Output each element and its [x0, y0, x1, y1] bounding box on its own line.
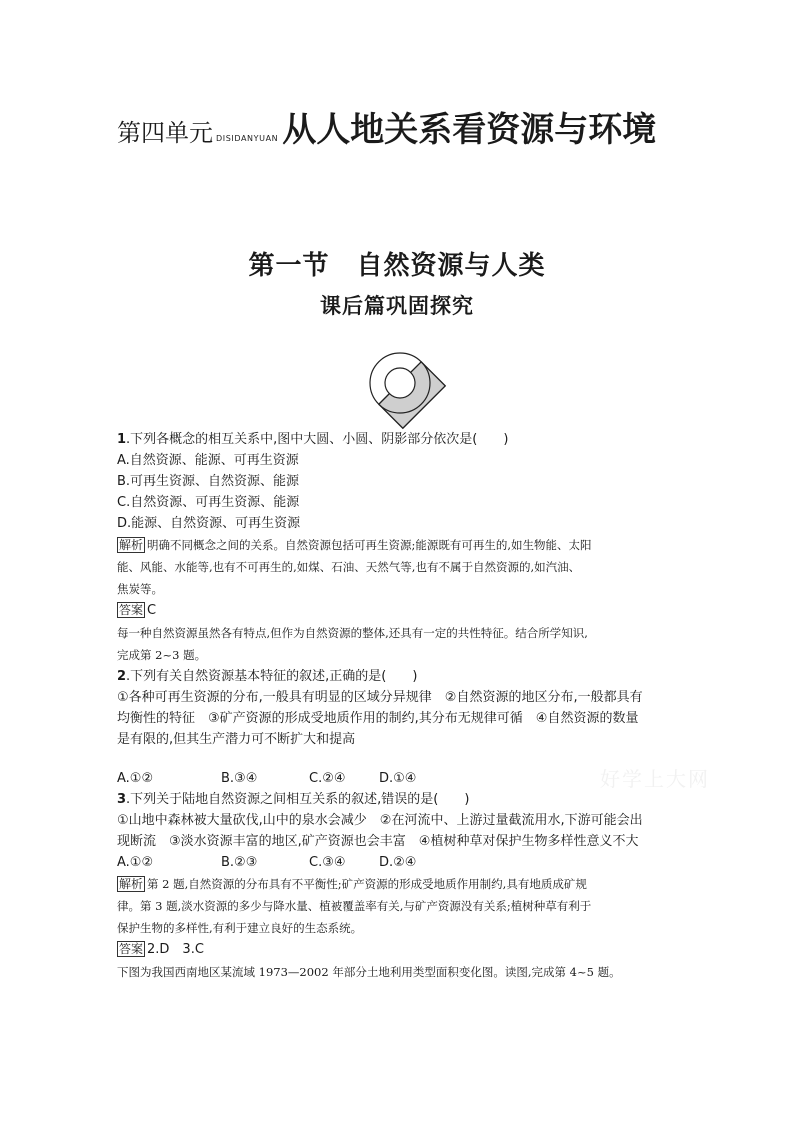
analysis-text: 第 2 题,自然资源的分布具有不平衡性;矿产资源的形成受地质作用制约,具有地质成矿规: [147, 877, 587, 891]
question-1-analysis-line: [117, 534, 685, 556]
question-content: [117, 429, 685, 983]
question-2-statement-line: ①各种可再生资源的分布,一般具有明显的区域分异规律 ②自然资源的地区分布,一般都具有: [117, 690, 643, 705]
question-1-option-a: A.自然资源、能源、可再生资源: [117, 453, 299, 468]
question-2-statement-line: 是有限的,但其生产潜力可不断扩大和提高: [117, 732, 356, 747]
question-1-analysis-line: 焦炭等。: [117, 582, 163, 596]
question-2-choices: [117, 768, 685, 789]
question-3-choices: [117, 852, 685, 873]
question-2-number: 2: [117, 669, 127, 684]
analysis-2-3-line: 律。第 3 题,淡水资源的多少与降水量、植被覆盖率有关,与矿产资源没有关系;植树种草有利于: [117, 899, 592, 913]
analysis-tag: 解析: [119, 538, 144, 552]
choice-c: C.③④: [309, 855, 346, 870]
unit-pinyin: DISIDANYUAN: [216, 134, 279, 143]
question-1-stem: [117, 429, 685, 450]
question-1-text: .下列各概念的相互关系中,图中大圆、小圆、阴影部分依次是( ): [126, 432, 509, 447]
answer-value: C: [147, 603, 157, 618]
section-title: 第一节 自然资源与人类: [248, 251, 546, 281]
answer-value: 2.D 3.C: [147, 942, 204, 957]
answer-tag: 答案: [119, 942, 144, 956]
question-2-text: .下列有关自然资源基本特征的叙述,正确的是( ): [126, 669, 418, 684]
intro-4-5: 下图为我国西南地区某流域 1973—2002 年部分土地利用类型面积变化图。读图,完成第 4~5 题。: [117, 965, 621, 979]
question-1-option-b: B.可再生资源、自然资源、能源: [117, 474, 300, 489]
analysis-text: 明确不同概念之间的关系。自然资源包括可再生资源;能源既有可再生的,如生物能、太阳: [147, 538, 592, 552]
choice-d: D.①④: [379, 771, 417, 786]
spacer: [117, 750, 685, 768]
question-2-stem: [117, 666, 685, 687]
question-1-answer: [117, 600, 685, 622]
small-circle: [385, 368, 415, 398]
analysis-tag: 解析: [119, 877, 144, 891]
question-1-option-d: D.能源、自然资源、可再生资源: [117, 516, 301, 531]
diagram-svg: [350, 333, 450, 433]
answer-tag: 答案: [119, 603, 144, 617]
choice-b: B.②③: [221, 855, 258, 870]
choice-a: A.①②: [117, 771, 154, 786]
question-3-stem: [117, 789, 685, 810]
question-1-option-c: C.自然资源、可再生资源、能源: [117, 495, 300, 510]
analysis-2-3-line: [117, 873, 685, 895]
question-2-statement-line: 均衡性的特征 ③矿产资源的形成受地质作用的制约,其分布无规律可循 ④自然资源的数量: [117, 711, 639, 726]
question-1-analysis-line: 能、风能、水能等,也有不可再生的,如煤、石油、天然气等,也有不属于自然资源的,如汽油、: [117, 560, 581, 574]
concept-relation-diagram: [350, 333, 450, 433]
unit-title: 从人地关系看资源与环境: [282, 110, 657, 150]
question-1-number: 1: [117, 432, 127, 447]
question-3-number: 3: [117, 792, 127, 807]
choice-c: C.②④: [309, 771, 346, 786]
watermark: 好学上大网: [600, 767, 710, 791]
question-3-statement-line: ①山地中森林被大量砍伐,山中的泉水会减少 ②在河流中、上游过量截流用水,下游可能会出: [117, 813, 643, 828]
unit-label: 第四单元: [117, 119, 213, 147]
choice-a: A.①②: [117, 855, 154, 870]
question-3-text: .下列关于陆地自然资源之间相互关系的叙述,错误的是( ): [126, 792, 470, 807]
analysis-2-3-line: 保护生物的多样性,有利于建立良好的生态系统。: [117, 921, 363, 935]
answer-2-3: [117, 939, 685, 961]
intro-2-3-line: 每一种自然资源虽然各有特点,但作为自然资源的整体,还具有一定的共性特征。结合所学知识,: [117, 626, 588, 640]
question-3-statement-line: 现断流 ③淡水资源丰富的地区,矿产资源也会丰富 ④植树种草对保护生物多样性意义不大: [117, 834, 639, 849]
sub-title: 课后篇巩固探究: [320, 294, 474, 318]
unit-heading: [117, 104, 707, 157]
choice-d: D.②④: [379, 855, 417, 870]
choice-b: B.③④: [221, 771, 258, 786]
intro-2-3-line: 完成第 2~3 题。: [117, 648, 207, 662]
